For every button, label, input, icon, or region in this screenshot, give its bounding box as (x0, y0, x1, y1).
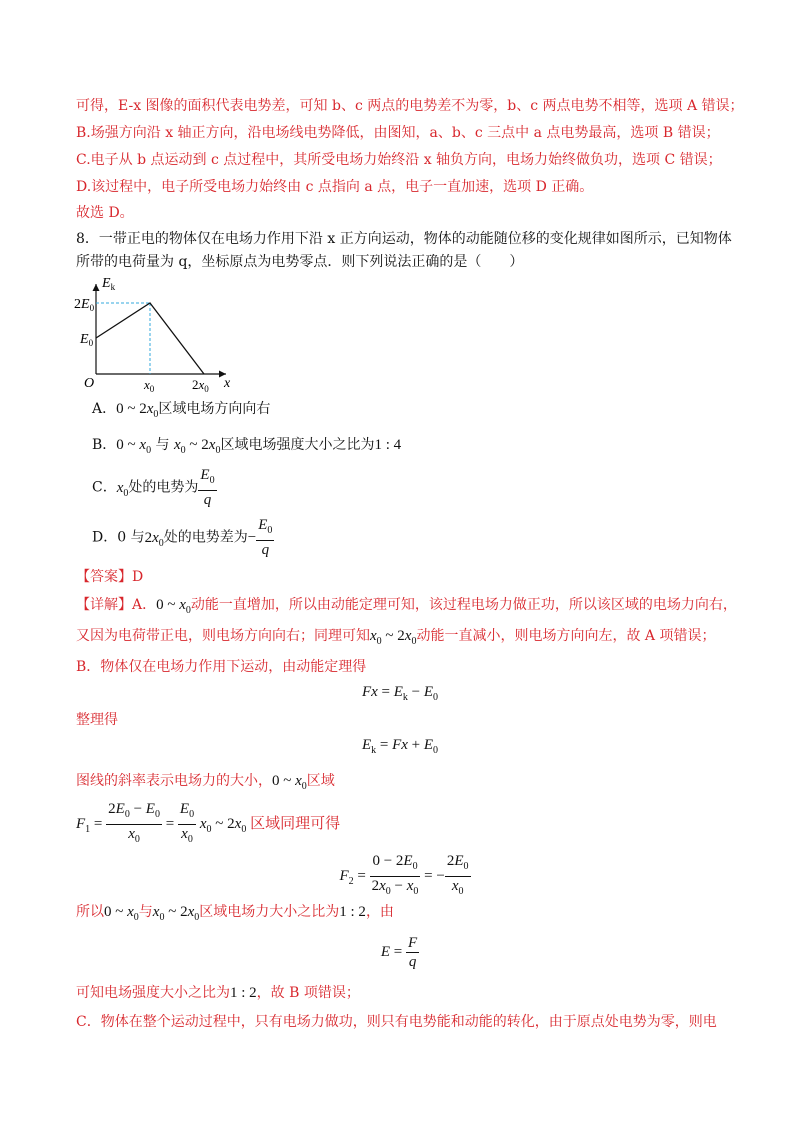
top-line-1: 可得，E-x 图像的面积代表电势差，可知 b、c 两点的电势差不为零，b、c 两点电势不相等，选项 A 错误； (76, 98, 744, 114)
equation-fx: $Fx = E_k - E_0$ (361, 684, 439, 703)
tick-2x0: $2x_0$ (192, 377, 209, 392)
option-a[interactable]: A．0 ~ $2x_0$区域电场方向向右 (92, 401, 271, 420)
equation-e: E = $\frac{F}{q}$ (380, 935, 418, 971)
equation-f1: $F_1$ = $\frac{2E_0 - E_0}{x_0}$ = $\frac{E_0}{x_0}$ $x_0$ ~ $2x_0$ 区域同理可得 (76, 801, 341, 845)
top-line-3: C.电子从 b 点运动到 c 点过程中，其所受电场力始终沿 x 轴负方向，电场力始终做负功，选项 C 错误； (76, 152, 722, 168)
option-d[interactable]: D．0 与$2x_0$处的电势差为− $\frac{E_0}{q}$ (92, 517, 273, 558)
explain-line-8: 可知电场强度大小之比为1 : 2，故 B 项错误； (76, 985, 360, 1001)
equation-ek: $E_k = Fx + E_0$ (361, 737, 439, 756)
question-line-2: 所带的电荷量为 q，坐标原点为电势零点．则下列说法正确的是（ ） (76, 254, 524, 270)
fraction-neg-e0-q: $\frac{E_0}{q}$ (258, 517, 273, 558)
explain-line-7: 所以0 ~ $x_0$与$x_0$ ~ $2x_0$区域电场力大小之比为1 : 2，由 (76, 904, 394, 923)
explain-line-2: 又因为电荷带正电，则电场方向向右；同理可知$x_0$ ~ $2x_0$动能一直减小，则电场方向向左，故 A 项错误； (76, 628, 716, 647)
explain-line-4: 整理得 (76, 712, 118, 728)
equation-f2: $F_2$ = $\frac{0 - 2E_0}{2x_0 - x_0}$ = − $\frac{2E_0}{x_0}$ (339, 853, 469, 897)
top-line-2: B.场强方向沿 x 轴正方向，沿电场线电势降低，由图知，a、b、c 三点中 a 点电势最高，选项 B 错误； (76, 125, 720, 141)
top-line-4: D.该过程中，电子所受电场力始终由 c 点指向 a 点，电子一直加速，选项 D 正确。 (76, 179, 594, 195)
fraction-e0-q: $\frac{E_0}{q}$ (200, 467, 215, 508)
explain-line-3: B．物体仅在电场力作用下运动，由动能定理得 (76, 659, 367, 675)
origin-label: O (84, 376, 95, 391)
explain-line-5: 图线的斜率表示电场力的大小，0 ~ $x_0$区域 (76, 773, 335, 792)
x-axis-label: x (224, 376, 231, 391)
explain-line-1: 【详解】A．0 ~ $x_0$动能一直增加，所以由动能定理可知，该过程电场力做正功，所以该区域的电场力向右， (76, 597, 737, 616)
option-b[interactable]: B．0 ~ $x_0$ 与 $x_0$ ~ $2x_0$区域电场强度大小之比为1 : 4 (92, 437, 402, 456)
tick-2e0: $2E_0$ (74, 297, 95, 313)
ek-x-graph (74, 270, 244, 392)
tick-x0: $x_0$ (144, 377, 155, 392)
y-axis-label: $E_k$ (102, 276, 116, 292)
option-c[interactable]: C．$x_0$处的电势为 $\frac{E_0}{q}$ (92, 467, 215, 508)
answer-line: 【答案】D (76, 569, 144, 585)
question-line-1: 8．一带正电的物体仅在电场力作用下沿 x 正方向运动，物体的动能随位移的变化规律如图所示，已知物体 (76, 231, 732, 247)
tick-e0: $E_0$ (80, 332, 94, 348)
top-line-5: 故选 D。 (76, 205, 134, 221)
explain-line-9: C．物体在整个运动过程中，只有电场力做功，则只有电势能和动能的转化，由于原点处电势为零，则电 (76, 1014, 717, 1030)
